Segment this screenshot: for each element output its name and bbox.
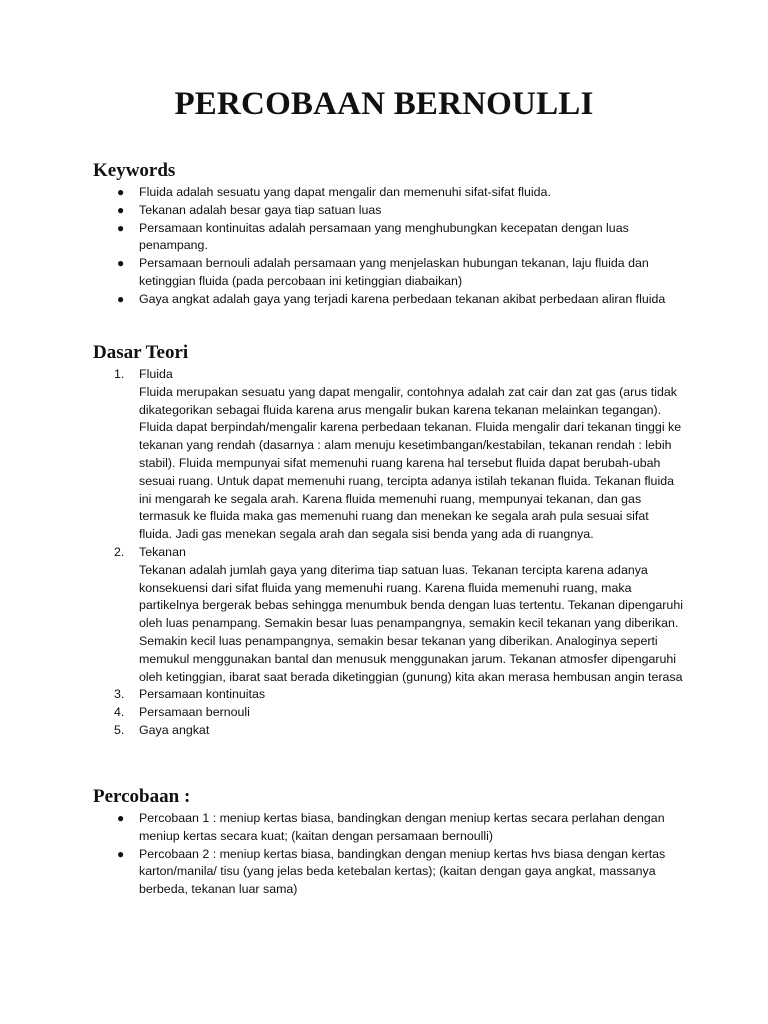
list-item — [93, 544, 683, 686]
item-number: 2. — [114, 544, 125, 559]
item-label: Persamaan bernouli — [139, 705, 250, 720]
percobaan-section — [93, 786, 683, 899]
dasar-teori-list — [93, 366, 683, 740]
keywords-section — [93, 160, 683, 309]
list-item: ● Persamaan kontinuitas adalah persamaan yang menghubungkan kecepatan dengan luas penampang. — [117, 220, 629, 253]
list-item — [93, 686, 683, 704]
list-item: ● Tekanan adalah besar gaya tiap satuan luas — [93, 202, 683, 220]
bullet-icon: ● — [117, 291, 125, 306]
item-paragraph: Tekanan adalah jumlah gaya yang diterima tiap satuan luas. Tekanan tercipta karena adanya konsekuensi dari sifat fluida yang memenuhi ruang. Karena fluida memenuhi ruang, maka partikelnya bergerak bebas sehingga menumbuk benda dengan luas tertentu. Tekanan dipengaruhi oleh luas penampang. Semakin besar luas penampangnya, semakin kecil tekanan yang diberikan. Semakin kecil luas penampangnya, semakin besar tekanan yang diberikan. Analoginya seperti memukul menggunakan bantal dan menusuk menggunakan jarum. Tekanan atmosfer dipengaruhi oleh ketinggian, ibarat saat berada diketinggian (gunung) kita akan merasa hembusan angin terasa — [139, 562, 683, 684]
item-label: Persamaan kontinuitas — [139, 687, 266, 702]
item-number: 4. — [114, 705, 125, 720]
item-number: 5. — [114, 722, 125, 737]
dasar-teori-heading: Dasar Teori — [93, 342, 189, 363]
list-item: ● Percobaan 2 : meniup kertas biasa, bandingkan dengan meniup kertas hvs biasa dengan kertas karton/manila/ tisu (yang jelas beda ketebalan kertas); (kaitan dengan gaya angkat, massanya berbeda, tekanan luar sama) — [117, 846, 666, 897]
item-number: 1. — [114, 367, 125, 381]
bullet-icon: ● — [117, 220, 125, 235]
keywords-list — [93, 184, 683, 309]
percobaan-list — [93, 810, 683, 899]
list-item: ● Percobaan 1 : meniup kertas biasa, bandingkan dengan meniup kertas secara perlahan dengan meniup kertas secara kuat; (kaitan dengan persamaan bernoulli) — [117, 811, 665, 843]
keywords-heading: Keywords — [93, 160, 176, 181]
bullet-icon: ● — [117, 256, 125, 271]
list-item — [93, 366, 683, 544]
list-item: ● Persamaan bernouli adalah persamaan yang menjelaskan hubungan tekanan, laju fluida dan ketinggian fluida (pada percobaan ini ketinggian diabaikan) — [117, 256, 649, 288]
list-item: ● Gaya angkat adalah gaya yang terjadi karena perbedaan tekanan akibat perbedaan aliran fluida — [93, 291, 683, 309]
percobaan-heading: Percobaan : — [93, 786, 191, 807]
bullet-icon: ● — [117, 811, 125, 825]
list-item — [93, 704, 683, 722]
bullet-icon: ● — [117, 185, 125, 199]
item-label: Gaya angkat — [139, 722, 210, 737]
list-item — [93, 722, 683, 740]
item-number: 3. — [114, 687, 125, 702]
item-label: Fluida — [139, 367, 173, 381]
dasar-teori-section — [93, 342, 683, 740]
bullet-icon: ● — [117, 846, 125, 861]
item-paragraph: Fluida merupakan sesuatu yang dapat mengalir, contohnya adalah zat cair dan zat gas (arus tidak dikategorikan sebagai fluida karena arus mengalir bukan karena tekanan melainkan tegangan). Fluida dapat berpindah/mengalir karena perbedaan tekanan. Fluida mengalir dari tekanan tinggi ke tekanan yang rendah (dasarnya : alam menuju kesetimbangan/kestabilan, tekanan rendah : lebih stabil). Fluida mempunyai sifat memenuhi ruang karena hal tersebut fluida dapat berubah-ubah sesuai ruang. Untuk dapat memenuhi ruang, tercipta adanya istilah tekanan fluida. Tekanan fluida ini mengarah ke segala arah. Karena fluida memenuhi ruang, mempunyai tekanan, dan gas termasuk ke fluida maka gas memenuhi ruang dan menekan ke segala arah pula sesuai sifat fluida. Jadi gas menekan segala arah dan segala sisi benda yang ada di ruangnya. — [139, 384, 682, 542]
document-title: PERCOBAAN BERNOULLI — [174, 86, 594, 122]
bullet-icon: ● — [117, 202, 125, 217]
list-item: ● Fluida adalah sesuatu yang dapat mengalir dan memenuhi sifat-sifat fluida. — [93, 184, 683, 202]
item-label: Tekanan — [139, 544, 186, 559]
